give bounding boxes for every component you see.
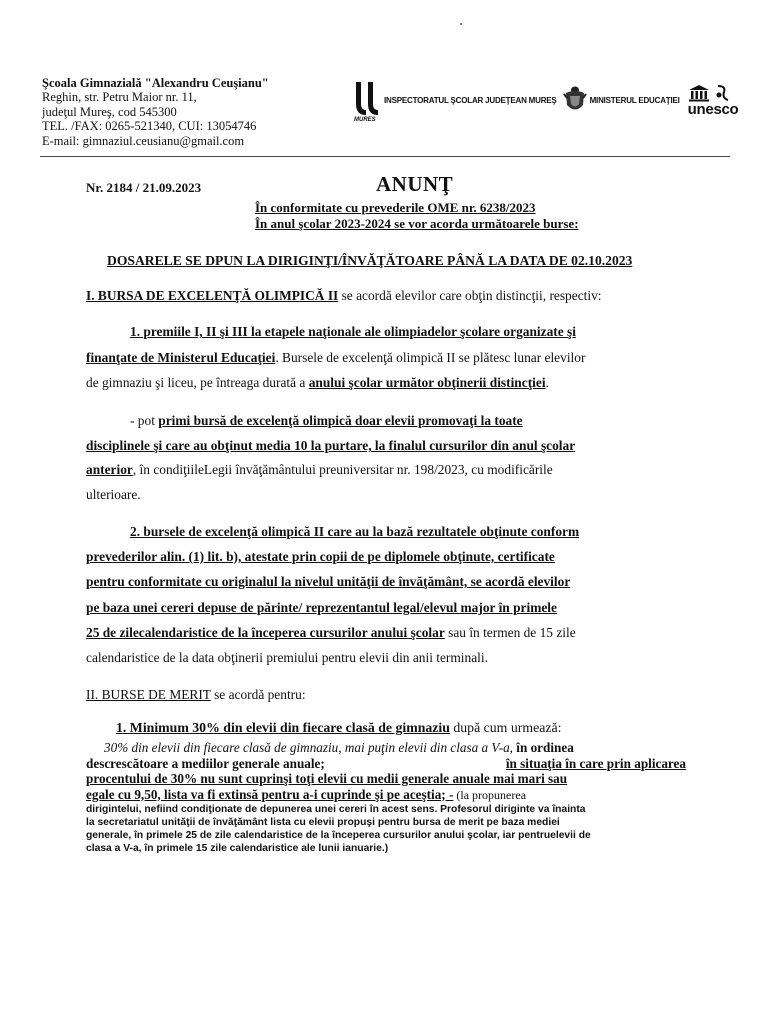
s1-p1-line-1: [130, 320, 576, 344]
s1-p2-t4: ulterioare.: [86, 487, 141, 502]
unesco-temple-icon: [688, 84, 710, 102]
s1-p3-u4: pe baza unei cereri depuse de părinte/ reprezentantul legal/elevul major în primele: [86, 600, 557, 615]
s2-item-1: [116, 716, 561, 740]
s2-l1-b: în ordinea: [512, 740, 574, 755]
coat-of-arms-icon: [563, 84, 587, 116]
section-2-heading-line: [86, 683, 306, 707]
school-address-line-1: Reghin, str. Petru Maior nr. 11,: [42, 90, 197, 105]
unesco-text: unesco: [687, 100, 739, 118]
s1-p2-line-4: [86, 483, 141, 507]
school-header: [42, 76, 269, 148]
isj-logo-text: INSPECTORATUL ŞCOLAR JUDEŢEAN MUREŞ: [384, 95, 557, 105]
s1-p3-line-2: [86, 545, 555, 569]
s2-line-2: [86, 756, 686, 772]
section-1-heading-rest: se acordă elevilor care obţin distincţii, respectiv:: [338, 288, 602, 303]
s2-line-1: [86, 740, 686, 756]
s2-l3-u: procentului de 30% nu sunt cuprinşi toţi elevii cu medii generale anuale mai mari sau: [86, 771, 568, 786]
ministry-logo-text: MINISTERUL EDUCAŢIEI: [589, 95, 680, 105]
section-2-heading-rest: se acordă pentru:: [210, 687, 306, 702]
s1-p3-t6: calendaristice de la data obţinerii premiului pentru elevii din anii terminali.: [86, 650, 488, 665]
s1-p2-line-1: [130, 409, 523, 433]
s1-p2-u1: primi bursă de excelenţă olimpică doar elevii promovaţi la toate: [158, 413, 523, 428]
s2-item-1-t: după cum urmează:: [449, 720, 562, 735]
subtitle-legal-basis: În conformitate cu prevederile OME nr. 6238/2023: [255, 200, 536, 215]
s1-p2-line-3: [86, 458, 553, 482]
section-2-heading: II. BURSE DE MERIT: [86, 687, 211, 702]
deadline-notice: DOSARELE SE DPUN LA DIRIGINŢI/ÎNVĂŢĂTOARE PÂNĂ LA DATA DE 02.10.2023: [107, 253, 633, 268]
s1-p1-t3b: .: [545, 375, 549, 390]
scan-speck: [460, 23, 462, 25]
s2-small-1: dirigintelui, nefiind condiţionate de depunerea unei cereri în acest sens. Profesorul diriginte va înainta: [86, 804, 586, 815]
header-logos: [352, 74, 738, 126]
s2-line-3: [86, 771, 686, 787]
s2-item-1-u: 1. Minimum 30% din elevii din fiecare clasă de gimnaziu: [116, 720, 450, 735]
s2-l4-u: egale cu 9,50, lista va fi extinsă pentru a-i cuprinde şi pe aceştia; -: [86, 786, 454, 802]
emblem-icon: [714, 84, 730, 102]
s1-p2-t1: - pot: [130, 413, 159, 428]
s2-small-4: clasa a V-a, în primele 15 zile calendaristice ale lunii ianuarie.): [86, 843, 389, 854]
section-1-heading-line: [86, 284, 602, 308]
s1-p3-line-3: [86, 570, 570, 594]
s1-p3-line-5: [86, 621, 576, 645]
s2-footnote: [86, 803, 696, 855]
unesco-logo: [688, 84, 739, 117]
s1-p1-u2: finanţate de Ministerul Educaţiei: [86, 350, 276, 365]
s1-p3-u2: prevederilor alin. (1) lit. b), atestate prin copii de pe diplomele obţinute, certificate: [86, 549, 555, 564]
school-name: Şcoala Gimnazială "Alexandru Ceuşianu": [42, 76, 269, 90]
s1-p2-u2: disciplinele şi care au obţinut media 10 la purtare, la finalul cursurilor din anul şcolar: [86, 438, 576, 453]
document-title: ANUNŢ: [376, 172, 454, 196]
s1-p1-t2: . Bursele de excelenţă olimpică II se plătesc lunar elevilor: [275, 350, 586, 365]
header-divider: [40, 156, 730, 157]
s2-l4-t: (la propunerea: [453, 787, 527, 802]
s2-small-3: generale, în primele 25 de zile calendaristice de la începerea cursurilor anului şcolar, iar pentruelevii de: [86, 830, 591, 841]
s1-p1-line-2: [86, 346, 585, 370]
s1-p1-t3a: de gimnaziu şi liceu, pe întreaga durată a: [86, 375, 309, 390]
s1-p2-line-2: [86, 434, 575, 458]
s1-p3-u1: 2. bursele de excelenţă olimpică II care au la bază rezultatele obţinute conform: [130, 524, 580, 539]
school-address-line-2: judeţul Mureş, cod 545300: [42, 104, 177, 119]
s1-p3-u3: pentru conformitate cu originalul la nivelul unităţii de învăţământ, se acordă elevilor: [86, 574, 571, 589]
s1-p3-t5: sau în termen de 15 zile: [444, 625, 576, 640]
s2-item-1-body: [86, 740, 686, 803]
s1-p1-u1: 1. premiile I, II şi III la etapele naţionale ale olimpiadelor şcolare organizate şi: [130, 324, 576, 339]
s1-p3-line-4: [86, 596, 557, 620]
s1-p3-line-1: [130, 520, 579, 544]
s1-p3-line-6: [86, 646, 488, 670]
isj-emblem-icon: [352, 78, 382, 122]
isj-mark-text: MURES: [354, 117, 376, 122]
ministry-logo: [563, 84, 680, 116]
s2-small-2: la secretariatul unităţii de învăţământ lista cu elevii propuşi pentru bursa de merit pe baza mediei: [86, 817, 560, 828]
s1-p1-u3: anului şcolar următor obţinerii distincţiei: [308, 375, 546, 390]
document-number: Nr. 2184 / 21.09.2023: [86, 180, 202, 195]
s1-p1-line-3: [86, 371, 549, 395]
s1-p2-u3: anterior: [86, 462, 133, 477]
s1-p3-u5: 25 de zilecalendaristice de la începerea cursurilor anului şcolar: [86, 625, 445, 640]
s2-l2-b: descrescătoare a mediilor generale anuale;: [86, 755, 325, 771]
isj-logo: [352, 78, 557, 122]
s1-p2-t3: , în condiţiileLegii învăţământului preuniversitar nr. 198/2023, cu modificările: [132, 462, 553, 477]
subtitle-school-year: În anul şcolar 2023-2024 se vor acorda următoarele burse:: [255, 216, 579, 231]
s2-l2-u: în situaţia în care prin aplicarea: [505, 755, 686, 771]
school-email: E-mail: gimnaziul.ceusianu@gmail.com: [42, 133, 245, 148]
school-phone: TEL. /FAX: 0265-521340, CUI: 13054746: [42, 119, 257, 134]
section-1-heading: I. BURSA DE EXCELENŢĂ OLIMPICĂ II: [86, 288, 339, 303]
s2-line-4: [86, 787, 686, 804]
s2-l1-it: 30% din elevii din fiecare clasă de gimnaziu, mai puţin elevii din clasa a V-a,: [104, 740, 513, 755]
